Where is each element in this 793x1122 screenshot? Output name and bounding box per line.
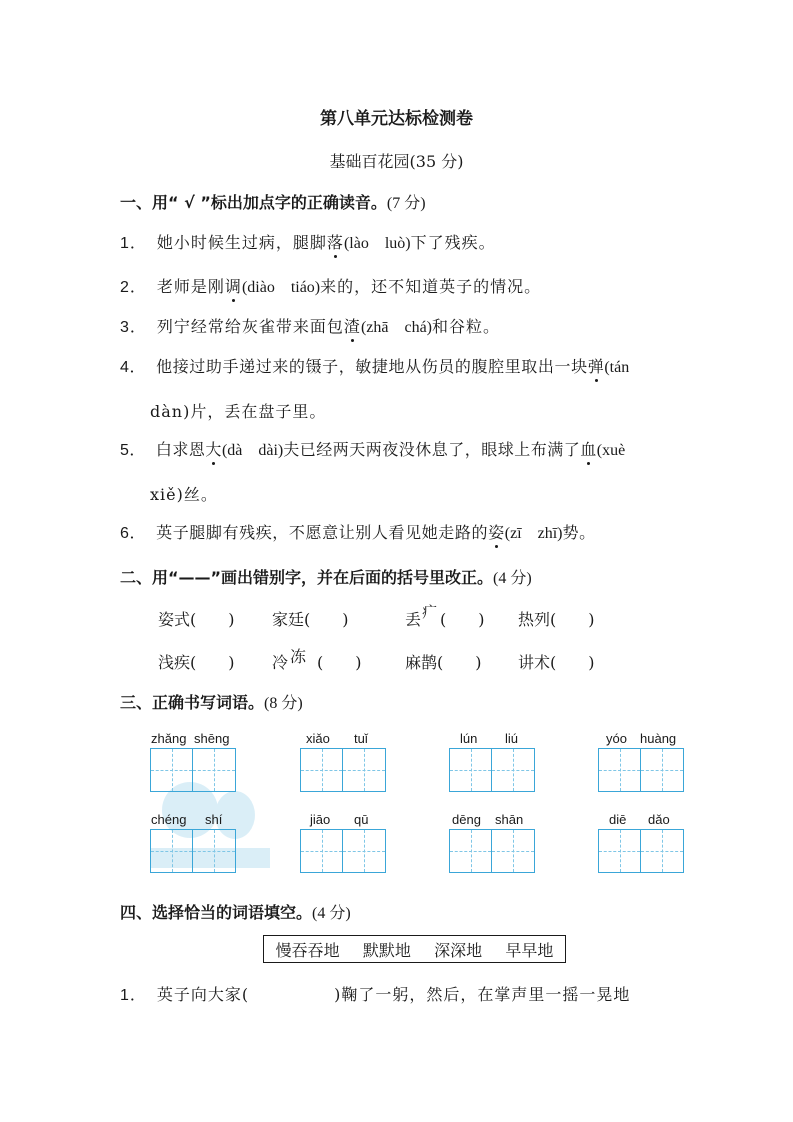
question-number: 5． <box>120 442 146 459</box>
writing-grid[interactable] <box>300 829 386 873</box>
section4-points: (4 分) <box>312 905 351 922</box>
pinyin-label: dǎo <box>648 812 670 827</box>
odd-radical: 疒 <box>422 603 438 621</box>
pinyin-label: shí <box>205 812 223 827</box>
pinyin-choices[interactable]: (zī zhī) <box>504 525 563 542</box>
question-text: 她小时候生过病，腿脚 <box>156 233 327 252</box>
word-item[interactable]: 浅疾( ) <box>158 653 235 672</box>
question-1-5 <box>120 437 625 460</box>
word-item-blank[interactable]: ( ) <box>317 653 362 672</box>
section4-heading <box>120 900 351 923</box>
writing-grid[interactable] <box>598 748 684 792</box>
pinyin-label: tuǐ <box>354 731 368 746</box>
question-text: 列宁经常给灰雀带来面包 <box>156 317 344 336</box>
page-title: 第八单元达标检测卷 <box>320 109 473 129</box>
pinyin-choices[interactable]: (xuè <box>596 442 626 459</box>
question-number: 3． <box>120 319 147 336</box>
question-number: 1． <box>120 235 147 252</box>
section3-points: (8 分) <box>264 695 303 712</box>
question-text: 他接过助手递过来的镊子，敏捷地从伤员的腹腔里取出一块 <box>156 357 588 376</box>
pinyin-label: yóo <box>606 731 627 746</box>
pinyin-label: qū <box>354 812 369 827</box>
section2-heading-text: 二、用“——”画出错别字，并在后面的括号里改正。 <box>120 568 494 587</box>
dotted-char: 调 <box>225 274 242 297</box>
pinyin-choices[interactable]: (lào luò) <box>343 235 411 252</box>
dotted-char: 落 <box>327 230 344 253</box>
question-text: 势。 <box>562 523 596 542</box>
question-text[interactable]: 英子向大家( )鞠了一躬，然后，在掌声里一摇一晃地 <box>156 985 631 1004</box>
pinyin-label: xiǎo <box>306 731 330 746</box>
pinyin-choices[interactable]: (tán <box>604 359 630 376</box>
question-text: 下了残疾。 <box>410 233 496 252</box>
section1-heading <box>120 190 426 213</box>
writing-grid[interactable] <box>598 829 684 873</box>
word-bank-item: 深深地 <box>434 940 483 960</box>
pinyin-choices[interactable]: (zhā chá) <box>360 319 433 336</box>
word-item[interactable]: 热列( ) <box>518 610 595 629</box>
question-number: 6． <box>120 525 147 542</box>
pinyin-choices[interactable]: (diào tiáo) <box>241 279 321 296</box>
word-item[interactable]: 讲术( ) <box>518 653 595 672</box>
word-item-char: 丢 <box>405 610 422 629</box>
odd-char: 冻 <box>290 647 307 666</box>
question-1-3 <box>120 314 500 337</box>
section3-heading <box>120 690 303 713</box>
question-text: 老师是刚 <box>156 277 225 296</box>
section2-points: (4 分) <box>493 570 532 587</box>
dotted-char: 血 <box>580 437 597 460</box>
pinyin-label: shēng <box>194 731 230 746</box>
pinyin-label: shān <box>495 812 524 827</box>
question-1-2 <box>120 274 541 297</box>
question-number: 1． <box>120 987 147 1004</box>
dotted-char: 大 <box>205 437 222 460</box>
writing-grid[interactable] <box>449 829 535 873</box>
question-4-1 <box>120 982 630 1005</box>
pinyin-label: zhǎng <box>151 731 187 746</box>
word-item[interactable]: 姿式( ) <box>158 610 235 629</box>
section3-heading-text: 三、正确书写词语。 <box>120 693 265 712</box>
pinyin-choices[interactable]: (dà dài) <box>221 442 284 459</box>
section1-points: (7 分) <box>386 195 426 212</box>
word-item-char: 冷 <box>272 653 289 672</box>
pinyin-label: diē <box>609 812 627 827</box>
question-1-5-continued: xiě)丝。 <box>150 485 218 504</box>
word-item[interactable]: 麻鹊( ) <box>405 653 482 672</box>
question-text: 英子腿脚有残疾，不愿意让别人看见她走路的 <box>156 523 489 542</box>
writing-grid[interactable] <box>150 829 236 873</box>
word-bank-item: 早早地 <box>505 940 554 960</box>
word-item[interactable]: 家廷( ) <box>272 610 349 629</box>
part-subtitle: 基础百花园(35 分) <box>329 152 464 171</box>
question-1-4 <box>120 354 629 377</box>
word-bank-item: 慢吞吞地 <box>275 940 340 960</box>
section2-heading <box>120 565 532 588</box>
pinyin-label: jiāo <box>310 812 331 827</box>
question-1-1 <box>120 230 496 253</box>
question-1-6 <box>120 520 596 543</box>
pinyin-label: chéng <box>151 812 187 827</box>
pinyin-label: lún <box>460 731 478 746</box>
section4-heading-text: 四、选择恰当的词语填空。 <box>120 903 313 922</box>
question-number: 2． <box>120 279 147 296</box>
section1-heading-text: 一、用“ √ ”标出加点字的正确读音。 <box>120 193 387 212</box>
writing-grid[interactable] <box>300 748 386 792</box>
dotted-char: 姿 <box>488 520 505 543</box>
word-bank <box>263 935 566 963</box>
writing-grid[interactable] <box>150 748 236 792</box>
pinyin-label: huàng <box>640 731 677 746</box>
question-1-4-continued: dàn)片，丢在盘子里。 <box>150 402 327 421</box>
dotted-char: 渣 <box>344 314 361 337</box>
pinyin-label: dēng <box>452 812 481 827</box>
question-text: 和谷粒。 <box>432 317 501 336</box>
word-item-blank[interactable]: ( ) <box>440 610 485 629</box>
writing-grid[interactable] <box>449 748 535 792</box>
question-text: 夫已经两天两夜没休息了，眼球上布满了 <box>283 440 581 459</box>
dotted-char: 弹 <box>588 354 605 377</box>
word-bank-item: 默默地 <box>362 940 411 960</box>
question-number: 4． <box>120 359 147 376</box>
pinyin-label: liú <box>505 731 519 746</box>
question-text: 来的，还不知道英子的情况。 <box>320 277 542 296</box>
question-text: 白求恩 <box>155 440 206 459</box>
